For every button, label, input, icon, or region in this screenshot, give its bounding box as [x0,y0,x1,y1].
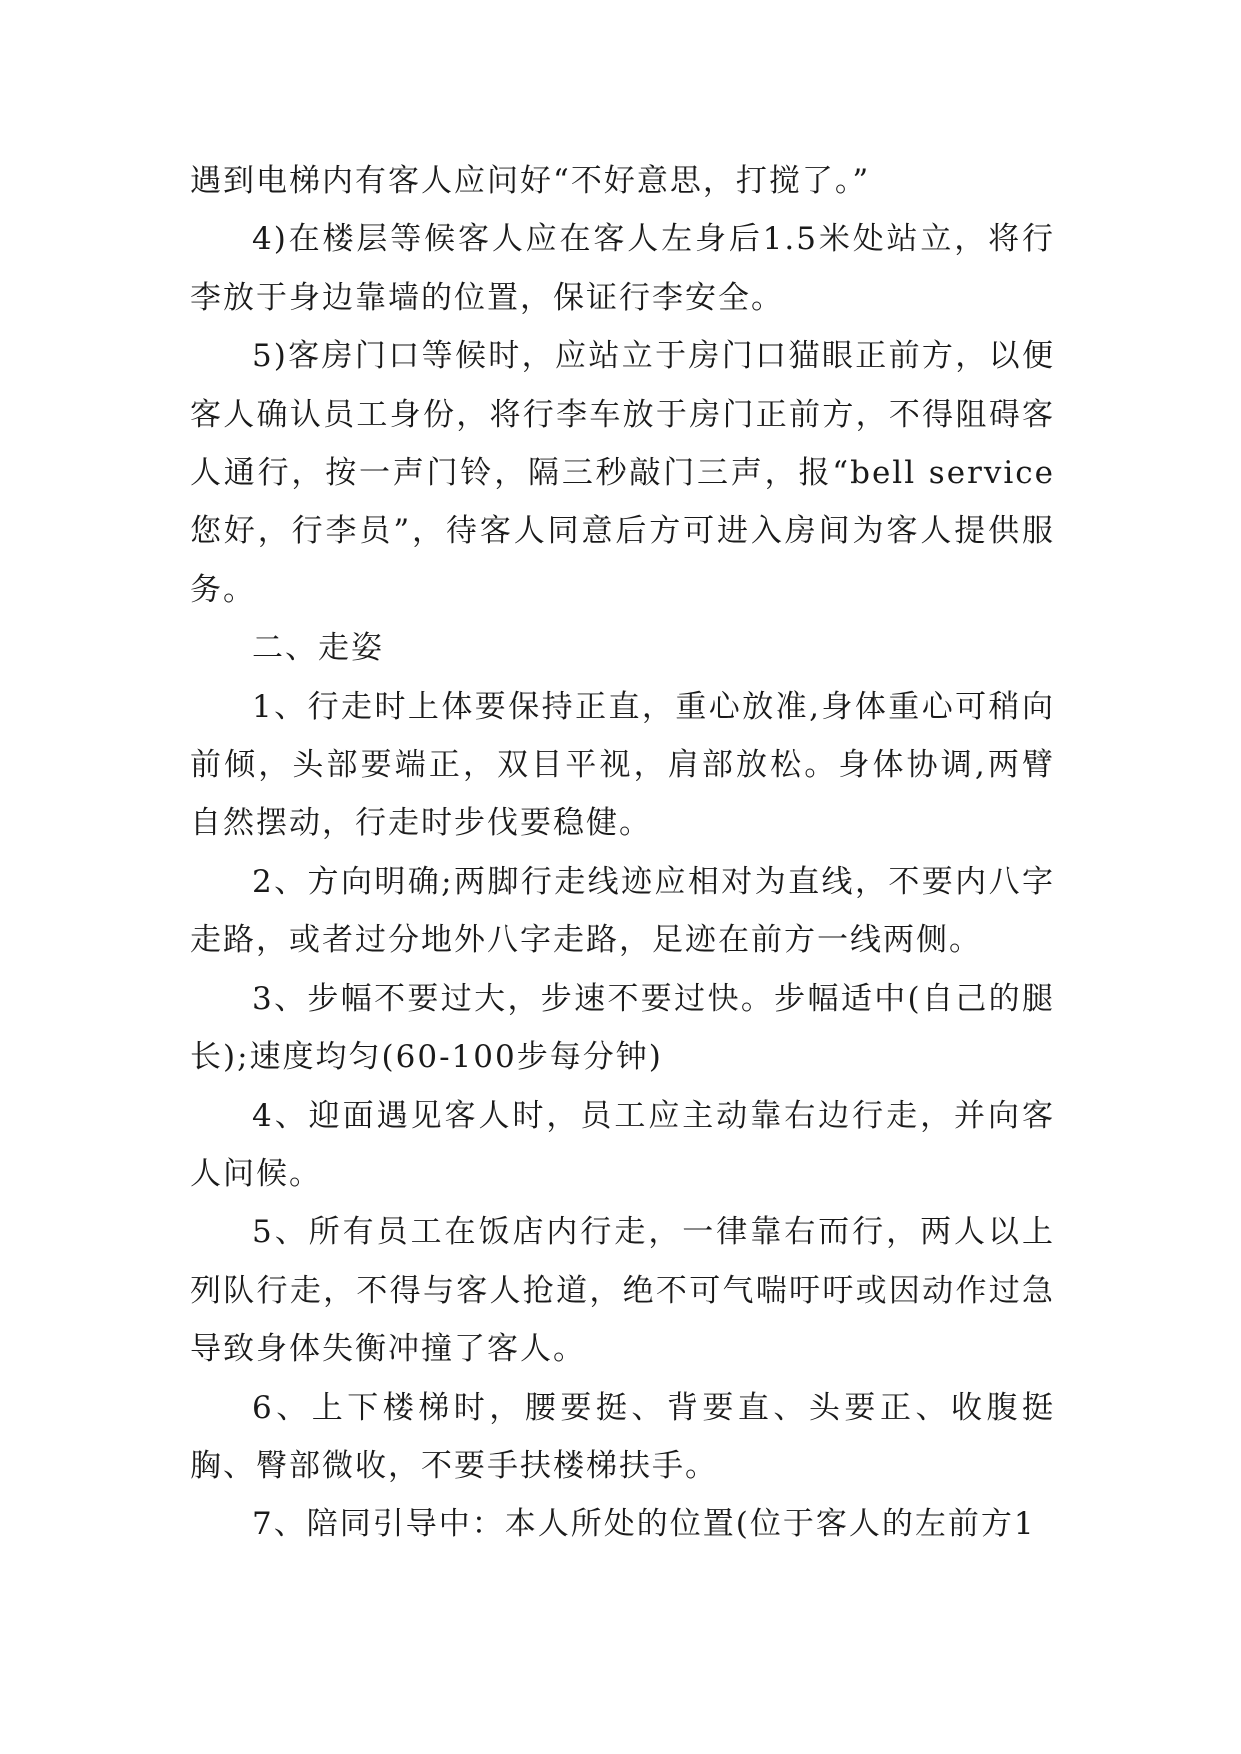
paragraph-walking-7: 7、陪同引导中：本人所处的位置(位于客人的左前方1 [252,1506,1036,1543]
paragraph-item-5-room-door: 5)客房门口等候时，应站立于房门口猫眼正前方，以便客人确认员工身份，将行李车放于房门正前方，不得阻碍客人通行，按一声门铃，隔三秒敲门三声，报“bell service您好，行李员”，待客人同意后方可进入房间为客人提供服务。 [190,338,1055,608]
document-body [190,152,1055,1554]
paragraph-walking-5: 5、所有员工在饭店内行走，一律靠右而行，两人以上列队行走，不得与客人抢道，绝不可气喘吁吁或因动作过急导致身体失衡冲撞了客人。 [190,1214,1055,1368]
paragraph-item-4-floor-waiting: 4)在楼层等候客人应在客人左身后1.5米处站立，将行李放于身边靠墙的位置，保证行李安全。 [190,221,1055,316]
paragraph-walking-1: 1、行走时上体要保持正直，重心放准,身体重心可稍向前倾，头部要端正，双目平视，肩部放松。身体协调,两臂自然摆动，行走时步伐要稳健。 [190,688,1055,842]
section-heading-walking-posture: 二、走姿 [252,630,384,667]
paragraph-walking-4: 4、迎面遇见客人时，员工应主动靠右边行走，并向客人问候。 [190,1097,1055,1192]
paragraph-elevator-greeting: 遇到电梯内有客人应问好“不好意思，打搅了。” [190,163,871,199]
paragraph-walking-3: 3、步幅不要过大，步速不要过快。步幅适中(自己的腿长);速度均匀(60-100步每分钟) [190,980,1055,1076]
paragraph-walking-6: 6、上下楼梯时，腰要挺、背要直、头要正、收腹挺胸、臀部微收，不要手扶楼梯扶手。 [190,1389,1055,1484]
paragraph-walking-2: 2、方向明确;两脚行走线迹应相对为直线，不要内八字走路，或者过分地外八字走路，足迹在前方一线两侧。 [190,863,1055,959]
